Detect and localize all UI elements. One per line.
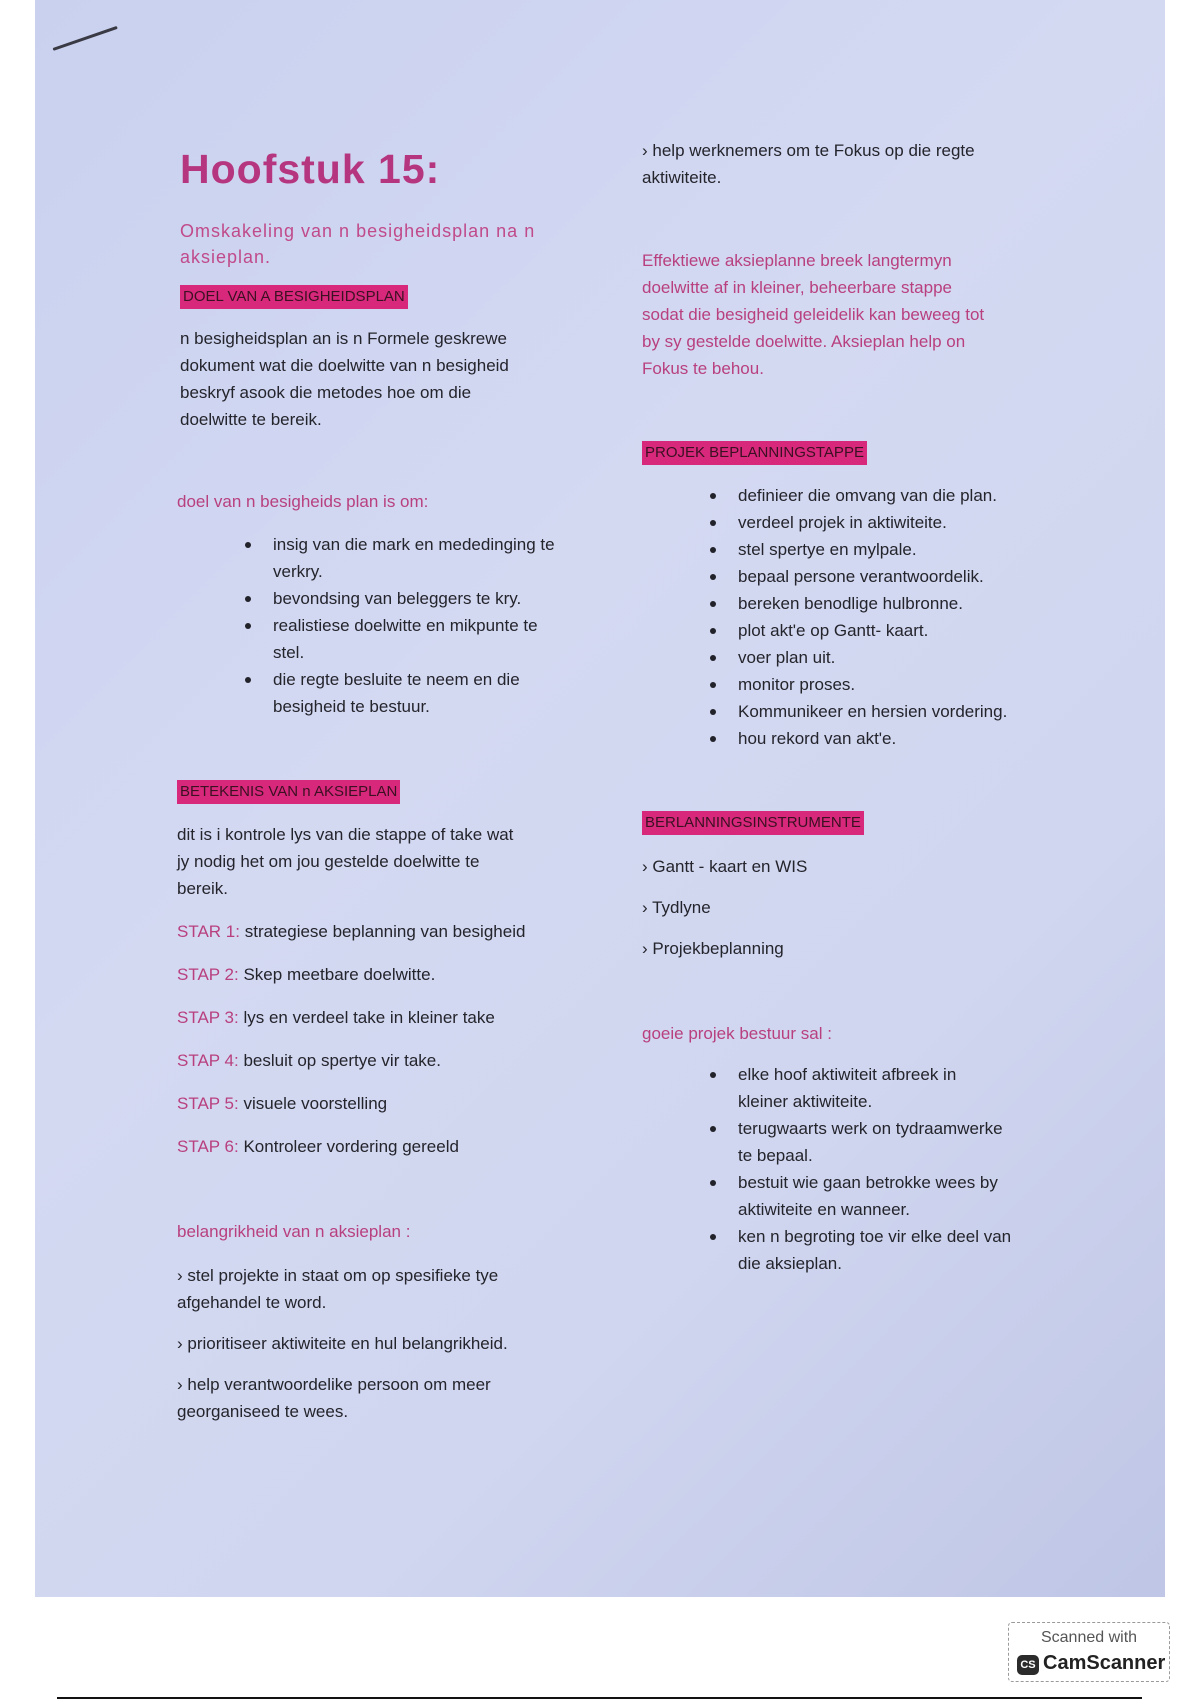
list-item — [710, 725, 1062, 752]
belang-line: georganiseed te wees. — [177, 1402, 349, 1421]
bestuur-lead: goeie projek bestuur sal : — [642, 1024, 832, 1043]
belang-list — [177, 1262, 600, 1439]
belang-item — [177, 1330, 600, 1357]
list-item-text: te bepaal. — [738, 1146, 813, 1165]
betekenis-paragraph — [177, 821, 600, 902]
subtitle-line: aksieplan. — [180, 247, 272, 267]
paragraph-line: Fokus te behou. — [642, 359, 764, 378]
paragraph-line: aktiwiteite. — [642, 168, 722, 187]
bullet-icon — [710, 628, 716, 634]
instrumente-list — [642, 853, 1062, 976]
list-item-text: bepaal persone verantwoordelik. — [738, 567, 984, 586]
list-item — [245, 531, 600, 585]
list-item-text: insig van die mark en mededinging te — [273, 535, 555, 554]
list-item-text: monitor proses. — [738, 675, 856, 694]
bullet-icon — [710, 601, 716, 607]
camscanner-badge — [1008, 1622, 1170, 1682]
subtitle — [180, 218, 600, 270]
bullet-icon — [245, 542, 251, 548]
step-item — [177, 918, 600, 945]
bullet-icon — [710, 709, 716, 715]
bullet-icon — [710, 574, 716, 580]
paragraph-line: Effektiewe aksieplanne breek langtermyn — [642, 251, 952, 270]
subtitle-line: Omskakeling van n besigheidsplan na n — [180, 221, 536, 241]
bullet-icon — [245, 596, 251, 602]
step-item — [177, 1090, 600, 1117]
list-item — [710, 1169, 1062, 1223]
paragraph-line: jy nodig het om jou gestelde doelwitte te — [177, 852, 480, 871]
paragraph-line: dokument wat die doelwitte van n besigheid — [180, 356, 509, 375]
belang-lead: belangrikheid van n aksieplan : — [177, 1222, 411, 1241]
doel-lead: doel van n besigheids plan is om: — [177, 492, 429, 511]
bullet-icon — [710, 493, 716, 499]
heading-instrumente — [642, 811, 1062, 835]
bullet-icon — [710, 1234, 716, 1240]
step-item — [177, 1047, 600, 1074]
list-item — [710, 671, 1062, 698]
list-item-text: plot akt'e op Gantt- kaart. — [738, 621, 929, 640]
bullet-icon — [710, 547, 716, 553]
list-item — [710, 698, 1062, 725]
list-item-text: ken n begroting toe vir elke deel van — [738, 1227, 1012, 1246]
highlight-heading: BERLANNINGSINSTRUMENTE — [642, 811, 864, 835]
list-item — [245, 612, 600, 666]
step-item — [177, 1133, 600, 1160]
list-item-text: kleiner aktiwiteite. — [738, 1092, 873, 1111]
step-text: strategiese beplanning van besigheid — [244, 922, 526, 941]
list-item-text: die aksieplan. — [738, 1254, 842, 1273]
list-item — [245, 585, 600, 612]
badge-brand: CamScanner — [1043, 1652, 1166, 1674]
step-text: besluit op spertye vir take. — [243, 1051, 441, 1070]
list-item — [710, 509, 1062, 536]
list-item-text: verdeel projek in aktiwiteite. — [738, 513, 947, 532]
list-item-text: verkry. — [273, 562, 323, 581]
step-label: STAP 2: — [177, 965, 239, 984]
belang-line: › help verantwoordelike persoon om meer — [177, 1375, 491, 1394]
bullet-icon — [710, 682, 716, 688]
bullet-icon — [710, 1126, 716, 1132]
page-title: Hoofstuk 15: — [180, 146, 441, 192]
paragraph-line: sodat die besigheid geleidelik kan beweeg tot — [642, 305, 985, 324]
paragraph-line: n besigheidsplan an is n Formele geskrewe — [180, 329, 507, 348]
paragraph-line: dit is i kontrole lys van die stappe of take wat — [177, 825, 514, 844]
highlight-heading: BETEKENIS VAN n AKSIEPLAN — [177, 780, 400, 804]
bestuur-bullet-list — [710, 1061, 1062, 1277]
belang-line: › stel projekte in staat om op spesifieke tye — [177, 1266, 499, 1285]
list-item-text: definieer die omvang van die plan. — [738, 486, 997, 505]
effektief-paragraph — [642, 247, 1062, 382]
list-item — [710, 590, 1062, 617]
list-item-text: stel. — [273, 643, 305, 662]
heading-doel — [180, 285, 600, 309]
list-item-text: elke hoof aktiwiteit afbreek in — [738, 1065, 957, 1084]
step-text: visuele voorstelling — [243, 1094, 388, 1113]
list-item — [245, 666, 600, 720]
help-paragraph — [642, 137, 1062, 191]
list-item — [710, 1223, 1062, 1277]
belang-line: › prioritiseer aktiwiteite en hul belangrikheid. — [177, 1334, 508, 1353]
heading-betekenis — [177, 780, 600, 804]
paragraph-line: beskryf asook die metodes hoe om die — [180, 383, 472, 402]
bottom-rule — [57, 1697, 1142, 1699]
bullet-icon — [245, 677, 251, 683]
list-item-text: voer plan uit. — [738, 648, 836, 667]
list-item — [710, 563, 1062, 590]
bullet-icon — [710, 520, 716, 526]
instrument-item: › Tydlyne — [642, 898, 711, 917]
list-item-text: die regte besluite te neem en die — [273, 670, 520, 689]
list-item — [710, 482, 1062, 509]
step-label: STAR 1: — [177, 922, 240, 941]
camscanner-logo-icon: CS — [1017, 1655, 1039, 1675]
step-item — [177, 961, 600, 988]
bullet-icon — [710, 1180, 716, 1186]
belang-item — [177, 1262, 600, 1316]
highlight-heading: DOEL VAN A BESIGHEIDSPLAN — [180, 285, 408, 309]
step-label: STAP 6: — [177, 1137, 239, 1156]
list-item-text: hou rekord van akt'e. — [738, 729, 897, 748]
instrument-item: › Projekbeplanning — [642, 939, 784, 958]
doel-paragraph — [180, 325, 600, 433]
step-text: Skep meetbare doelwitte. — [243, 965, 436, 984]
paragraph-line: › help werknemers om te Fokus op die regte — [642, 141, 975, 160]
list-item-text: terugwaarts werk on tydraamwerke — [738, 1119, 1003, 1138]
step-item — [177, 1004, 600, 1031]
step-label: STAP 3: — [177, 1008, 239, 1027]
paragraph-line: doelwitte af in kleiner, beheerbare stappe — [642, 278, 952, 297]
belang-item — [177, 1371, 600, 1425]
list-item-text: bereken benodlige hulbronne. — [738, 594, 963, 613]
belang-line: afgehandel te word. — [177, 1293, 327, 1312]
bullet-icon — [710, 655, 716, 661]
projek-bullet-list — [710, 482, 1062, 752]
list-item — [710, 1115, 1062, 1169]
heading-projek — [642, 441, 1062, 465]
badge-caption: Scanned with — [1040, 1629, 1138, 1646]
list-item-text: aktiwiteite en wanneer. — [738, 1200, 910, 1219]
step-list — [177, 918, 600, 1176]
list-item — [710, 644, 1062, 671]
bullet-icon — [710, 1072, 716, 1078]
bullet-icon — [710, 736, 716, 742]
list-item — [710, 536, 1062, 563]
step-text: Kontroleer vordering gereeld — [243, 1137, 459, 1156]
list-item-text: realistiese doelwitte en mikpunte te — [273, 616, 538, 635]
paragraph-line: by sy gestelde doelwitte. Aksieplan help on — [642, 332, 966, 351]
step-label: STAP 4: — [177, 1051, 239, 1070]
paragraph-line: bereik. — [177, 879, 229, 898]
instrument-item: › Gantt - kaart en WIS — [642, 857, 808, 876]
list-item-text: Kommunikeer en hersien vordering. — [738, 702, 1008, 721]
list-item-text: stel spertye en mylpale. — [738, 540, 917, 559]
paragraph-line: doelwitte te bereik. — [180, 410, 322, 429]
list-item-text: besigheid te bestuur. — [273, 697, 430, 716]
list-item — [710, 617, 1062, 644]
highlight-heading: PROJEK BEPLANNINGSTAPPE — [642, 441, 867, 465]
list-item — [710, 1061, 1062, 1115]
scanned-page — [35, 0, 1165, 1597]
list-item-text: bevondsing van beleggers te kry. — [273, 589, 522, 608]
list-item-text: bestuit wie gaan betrokke wees by — [738, 1173, 998, 1192]
doel-bullet-list — [245, 531, 600, 720]
bullet-icon — [245, 623, 251, 629]
step-text: lys en verdeel take in kleiner take — [243, 1008, 495, 1027]
step-label: STAP 5: — [177, 1094, 239, 1113]
pen-mark — [53, 26, 118, 51]
